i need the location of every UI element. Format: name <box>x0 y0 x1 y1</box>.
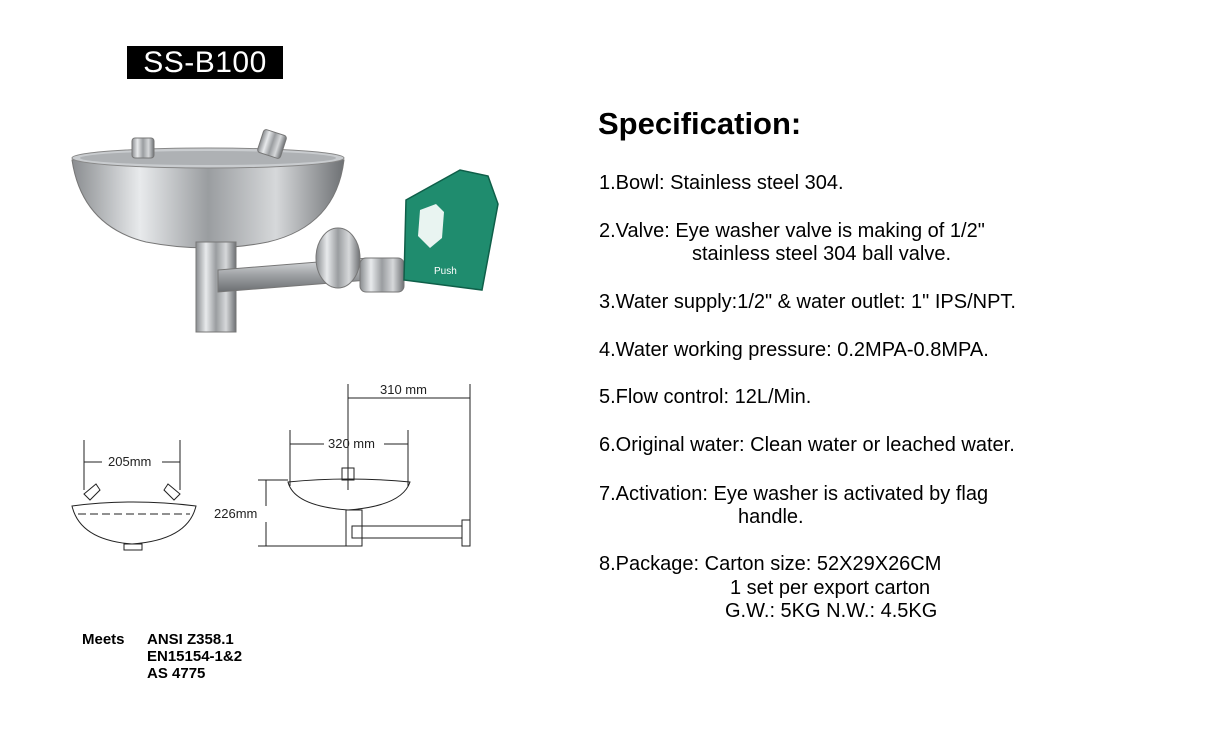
push-handle <box>404 170 498 290</box>
spec-title: Specification: <box>598 106 802 141</box>
spec-item-flow: 5.Flow control: 12L/Min. <box>599 386 812 408</box>
height-label: 226mm <box>214 506 258 521</box>
front-width-label: 205mm <box>108 454 152 469</box>
side-width-label: 320 mm <box>328 436 375 451</box>
wall-flange <box>316 228 360 288</box>
product-photo <box>68 108 508 340</box>
spec-item-valve-cont: stainless steel 304 ball valve. <box>692 243 952 265</box>
standards-list <box>147 631 347 682</box>
spec-item-package: 8.Package: Carton size: 52X29X26CM <box>599 553 942 575</box>
bowl <box>72 148 344 248</box>
ball-valve <box>360 258 404 292</box>
standard-item: AS 4775 <box>147 665 206 682</box>
side-view <box>258 384 470 546</box>
spec-item-package-cont: 1 set per export carton <box>730 577 931 599</box>
spec-item-valve: 2.Valve: Eye washer valve is making of 1/2" <box>599 220 985 242</box>
spec-item-activation-cont: handle. <box>738 506 804 528</box>
spec-item-activation: 7.Activation: Eye washer is activated by flag <box>599 483 989 505</box>
push-label: Push <box>434 266 457 277</box>
side-depth-label: 310 mm <box>380 382 427 397</box>
meets-label: Meets <box>82 631 125 648</box>
standard-item: EN15154-1&2 <box>147 648 243 665</box>
dimension-drawing <box>62 380 482 560</box>
spec-item-pressure: 4.Water working pressure: 0.2MPA-0.8MPA. <box>599 339 989 361</box>
standard-item: ANSI Z358.1 <box>147 631 234 648</box>
spec-item-package-cont: G.W.: 5KG N.W.: 4.5KG <box>725 600 938 622</box>
model-label: SS-B100 <box>127 46 283 79</box>
spec-item-bowl: 1.Bowl: Stainless steel 304. <box>599 172 844 194</box>
spec-item-water-supply: 3.Water supply:1/2" & water outlet: 1" IPS/NPT. <box>599 291 1016 313</box>
spec-item-original-water: 6.Original water: Clean water or leached water. <box>599 434 1015 456</box>
